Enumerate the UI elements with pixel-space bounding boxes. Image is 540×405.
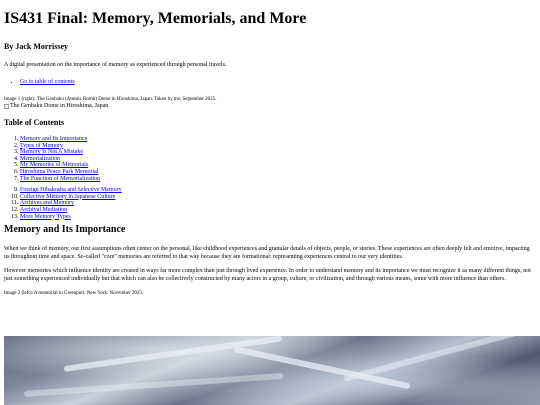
toc-link-list (4, 78, 536, 86)
toc-item (20, 207, 536, 214)
toc-link-memory-not-mistake[interactable]: Memory Is Not A Mistake (20, 149, 83, 156)
toc-item (20, 187, 536, 194)
toc-link-archival-mediation[interactable]: Archival Mediation (20, 206, 68, 213)
toc-link-memory-importance[interactable]: Memory and Its Importance (20, 136, 88, 142)
section-paragraph-1: When we think of memory, our first assumptions often center on the personal, like childhood experiences and granular details of objects, people, or stories. These experiences are often deeply felt and emotive, impacting us throughout time and space. So-called "core" memories are referred to that way because they are formational: representing experiences central to our very identities. (4, 246, 530, 261)
toc-item (20, 143, 536, 150)
go-to-toc-link[interactable]: Go to table of contents (20, 79, 75, 85)
page-subtitle: A digital presentation on the importance of memory as experienced through personal travels. (4, 62, 227, 68)
broken-image-icon (4, 104, 9, 109)
section-heading: Memory and Its Importance (4, 224, 126, 236)
toc-link-archives[interactable]: Archives and Memory (20, 200, 74, 207)
toc-link-foreign-hibakusha[interactable]: Foreign Hibakusha and Selective Memory (20, 187, 122, 194)
toc-item (20, 136, 536, 143)
toc-link-more-types[interactable]: More Memory Types (20, 213, 71, 220)
toc-link-memorialization[interactable]: Memorialization (20, 155, 60, 162)
toc-heading: Table of Contents (4, 118, 65, 127)
toc-item (20, 162, 536, 169)
toc-link-types-of-memory[interactable]: Types of Memory (20, 142, 63, 149)
toc-list-continued (4, 187, 536, 220)
image2-caption: Image 2 (left): A memorial in Greenport, New York. November 2025. (4, 291, 144, 297)
genbaku-dome-image-alt: The Genbaku Dome in Hiroshima, Japan (10, 103, 109, 109)
section-paragraph-2: However memories which influence identity are created in ways far more complex than just through lived experience. In order to understand memory and its importance we must recognize it as many different things, not just something experienced individually but that which can also be collectively constructed by many actors in a group, culture, or civilization, and through various means, some with more influence than others. (4, 268, 531, 283)
toc-item (20, 194, 536, 201)
toc-item (20, 214, 536, 221)
toc-link-collective-memory[interactable]: Collective Memory in Japanese Culture (20, 193, 116, 200)
toc-item (20, 169, 536, 176)
toc-item (20, 176, 536, 183)
toc-link-hiroshima[interactable]: Hiroshima Peace Park Memorial (20, 168, 99, 175)
genbaku-dome-image (4, 103, 536, 110)
page-title: IS431 Final: Memory, Memorials, and More (4, 10, 307, 27)
toc-item (20, 149, 536, 156)
author-byline: By Jack Morrissey (4, 42, 68, 51)
toc-item (20, 156, 536, 163)
toc-link-function[interactable]: The Function of Memorialization (20, 175, 101, 182)
toc-item (20, 200, 536, 207)
image1-caption: Image 1 (right): The Genbaku (Atomic Bomb) Dome in Hiroshima, Japan. Taken by me, September 2025. (4, 97, 217, 102)
toc-link-item (20, 78, 536, 86)
toc-list (4, 136, 536, 182)
toc-link-my-memories[interactable]: My Memories of Memorials (20, 162, 89, 169)
greenport-memorial-image (4, 336, 540, 405)
